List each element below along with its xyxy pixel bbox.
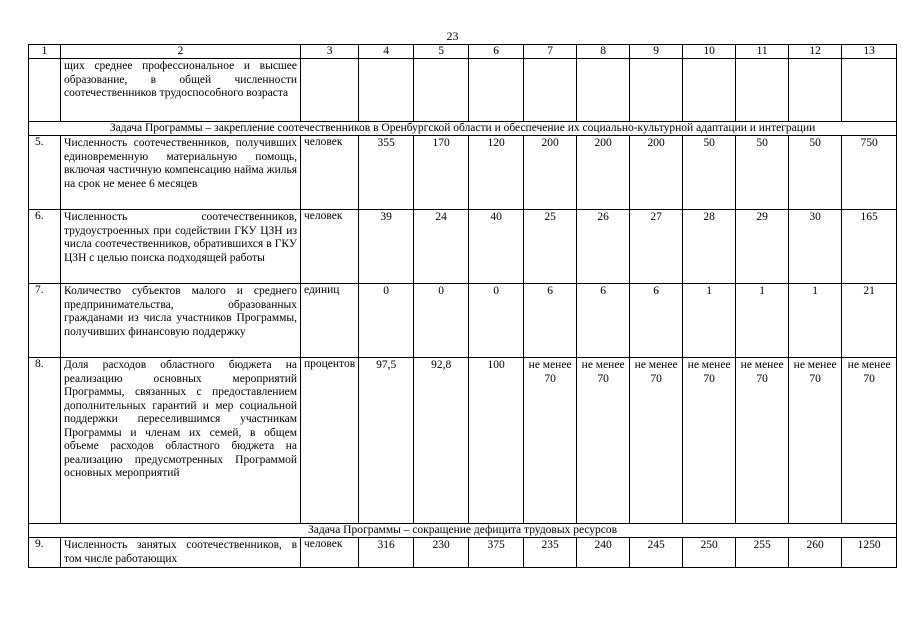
col-header: 5 xyxy=(414,45,469,59)
table-row xyxy=(29,59,897,122)
value-cell: 240 xyxy=(577,538,630,568)
col-header: 12 xyxy=(789,45,842,59)
value-cell: 245 xyxy=(630,538,683,568)
table-row xyxy=(29,358,897,524)
indicators-table xyxy=(28,44,897,568)
value-cell: 750 xyxy=(842,136,897,210)
table-row xyxy=(29,284,897,358)
value-cell: не менее 70 xyxy=(683,358,736,524)
value-cell: 1 xyxy=(683,284,736,358)
row-description: щих среднее профессиональное и высшее образование, в общей численности соотечественников трудоспособного возраста xyxy=(61,59,301,122)
value-cell: 27 xyxy=(630,210,683,284)
table-row xyxy=(29,538,897,568)
value-cell: 170 xyxy=(414,136,469,210)
value-cell: 6 xyxy=(577,284,630,358)
value-cell: 50 xyxy=(789,136,842,210)
value-cell: 200 xyxy=(630,136,683,210)
value-cell: 97,5 xyxy=(359,358,414,524)
value-cell: 0 xyxy=(359,284,414,358)
table-row xyxy=(29,136,897,210)
row-description: Численность соотечественников, трудоустроенных при содействии ГКУ ЦЗН из числа соотечественников, обратившихся в ГКУ ЦЗН с целью поиска подходящей работы xyxy=(61,210,301,284)
value-cell: 316 xyxy=(359,538,414,568)
value-cell: 39 xyxy=(359,210,414,284)
value-cell: не менее 70 xyxy=(630,358,683,524)
col-header: 7 xyxy=(524,45,577,59)
value-cell: 250 xyxy=(683,538,736,568)
row-unit: процентов xyxy=(301,358,359,524)
row-description: Численность соотечественников, получивших единовременную материальную помощь, включая частичную компенсацию найма жилья на срок не менее 6 месяцев xyxy=(61,136,301,210)
value-cell: 26 xyxy=(577,210,630,284)
col-header: 3 xyxy=(301,45,359,59)
value-cell: 120 xyxy=(469,136,524,210)
col-header: 1 xyxy=(29,45,61,59)
row-index: 9. xyxy=(29,538,61,568)
value-cell: 375 xyxy=(469,538,524,568)
row-unit: человек xyxy=(301,210,359,284)
value-cell: 1 xyxy=(789,284,842,358)
col-header: 10 xyxy=(683,45,736,59)
value-cell: 260 xyxy=(789,538,842,568)
value-cell: 6 xyxy=(524,284,577,358)
value-cell: 165 xyxy=(842,210,897,284)
row-description: Численность занятых соотечественников, в том числе работающих xyxy=(61,538,301,568)
page-number: 23 xyxy=(446,29,459,43)
row-index: 6. xyxy=(29,210,61,284)
value-cell: 21 xyxy=(842,284,897,358)
col-header: 11 xyxy=(736,45,789,59)
section-row xyxy=(29,122,897,136)
value-cell: не менее 70 xyxy=(789,358,842,524)
value-cell: 255 xyxy=(736,538,789,568)
row-unit: человек xyxy=(301,136,359,210)
section-row xyxy=(29,524,897,538)
col-header: 8 xyxy=(577,45,630,59)
row-index: 8. xyxy=(29,358,61,524)
col-header: 4 xyxy=(359,45,414,59)
value-cell: 92,8 xyxy=(414,358,469,524)
col-header: 9 xyxy=(630,45,683,59)
value-cell: не менее 70 xyxy=(842,358,897,524)
value-cell: 200 xyxy=(577,136,630,210)
col-header: 6 xyxy=(469,45,524,59)
value-cell: 6 xyxy=(630,284,683,358)
value-cell: 25 xyxy=(524,210,577,284)
value-cell: 355 xyxy=(359,136,414,210)
table-row xyxy=(29,210,897,284)
value-cell: 1250 xyxy=(842,538,897,568)
row-unit: единиц xyxy=(301,284,359,358)
row-description: Количество субъектов малого и среднего предпринимательства, образованных гражданами из числа участников Программы, получивших финансовую поддержку xyxy=(61,284,301,358)
value-cell: не менее 70 xyxy=(736,358,789,524)
row-description: Доля расходов областного бюджета на реализацию основных мероприятий Программы, связанных с предоставлением дополнительных гарантий и мер социальной поддержки переселившимся участникам Программы и членам их семей, в общем объеме расходов областного бюджета на реализацию предусмотренных Программой основных мероприятий xyxy=(61,358,301,524)
value-cell: 29 xyxy=(736,210,789,284)
col-header: 2 xyxy=(61,45,301,59)
row-unit: человек xyxy=(301,538,359,568)
value-cell: 235 xyxy=(524,538,577,568)
value-cell: 30 xyxy=(789,210,842,284)
value-cell: 50 xyxy=(736,136,789,210)
value-cell: 24 xyxy=(414,210,469,284)
value-cell: не менее 70 xyxy=(524,358,577,524)
value-cell: не менее 70 xyxy=(577,358,630,524)
column-number-row xyxy=(29,45,897,59)
value-cell: 1 xyxy=(736,284,789,358)
value-cell: 0 xyxy=(414,284,469,358)
row-index: 5. xyxy=(29,136,61,210)
row-index: 7. xyxy=(29,284,61,358)
value-cell: 0 xyxy=(469,284,524,358)
col-header: 13 xyxy=(842,45,897,59)
section-title: Задача Программы – закрепление соотечественников в Оренбургской области и обеспечение их социально-культурной адаптации и интеграции xyxy=(29,122,897,136)
value-cell: 230 xyxy=(414,538,469,568)
value-cell: 28 xyxy=(683,210,736,284)
section-title: Задача Программы – сокращение дефицита трудовых ресурсов xyxy=(29,524,897,538)
value-cell: 50 xyxy=(683,136,736,210)
value-cell: 200 xyxy=(524,136,577,210)
value-cell: 100 xyxy=(469,358,524,524)
value-cell: 40 xyxy=(469,210,524,284)
